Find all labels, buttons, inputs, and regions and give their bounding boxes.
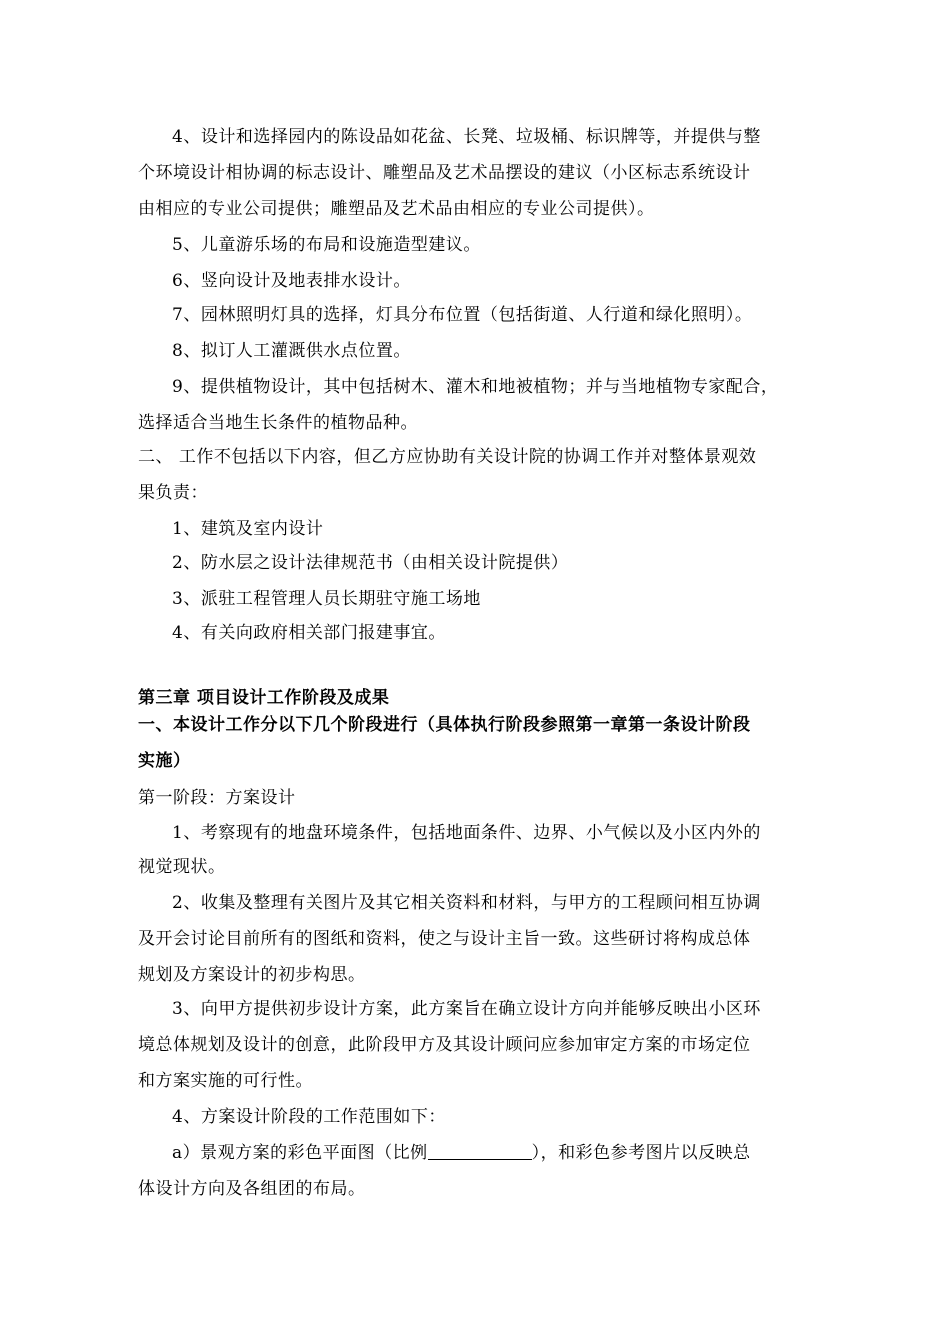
phase-1-item-3-line3: 和方案实施的可行性。 xyxy=(138,1071,313,1091)
scope-item-7: 7、园林照明灯具的选择，灯具分布位置（包括街道、人行道和绿化照明）。 xyxy=(172,305,753,325)
exclusion-item-2: 2、防水层之设计法律规范书（由相关设计院提供） xyxy=(172,553,569,573)
scope-item-4-line3: 由相应的专业公司提供；雕塑品及艺术品由相应的专业公司提供）。 xyxy=(138,199,655,219)
scope-item-a-text-after: ），和彩色参考图片以反映总 xyxy=(531,1143,751,1163)
phase-1-item-1-line1: 1、考察现有的地盘环境条件，包括地面条件、边界、小气候以及小区内外的 xyxy=(172,823,761,843)
phase-1-item-2-line2: 及开会讨论目前所有的图纸和资料，使之与设计主旨一致。这些研讨将构成总体 xyxy=(138,929,751,949)
phase-1-item-2-line3: 规划及方案设计的初步构思。 xyxy=(138,965,366,985)
scope-item-8: 8、拟订人工灌溉供水点位置。 xyxy=(172,341,411,361)
chapter-3-title: 第三章 项目设计工作阶段及成果 xyxy=(138,688,390,708)
phase-1-item-3-line2: 境总体规划及设计的创意，此阶段甲方及其设计顾问应参加审定方案的市场定位 xyxy=(138,1035,751,1055)
scope-item-5: 5、儿童游乐场的布局和设施造型建议。 xyxy=(172,235,481,255)
scale-blank xyxy=(428,1141,532,1160)
phase-1-item-1-line2: 视觉现状。 xyxy=(138,857,226,877)
chapter-3-subheading-line2: 实施） xyxy=(138,751,191,771)
phase-1-title: 第一阶段：方案设计 xyxy=(138,788,296,808)
section-2-heading-line2: 果负责： xyxy=(138,483,208,503)
scope-item-a-line1 xyxy=(172,1138,751,1168)
scope-item-4-line1: 4、设计和选择园内的陈设品如花盆、长凳、垃圾桶、标识牌等，并提供与整 xyxy=(172,127,761,147)
phase-1-item-2-line1: 2、收集及整理有关图片及其它相关资料和材料，与甲方的工程顾问相互协调 xyxy=(172,893,761,913)
scope-item-9-line1: 9、提供植物设计，其中包括树木、灌木和地被植物；并与当地植物专家配合， xyxy=(172,377,779,397)
scope-item-a-text-before: a）景观方案的彩色平面图（比例 xyxy=(172,1143,428,1163)
exclusion-item-4: 4、有关向政府相关部门报建事宜。 xyxy=(172,623,446,643)
phase-1-item-3-line1: 3、向甲方提供初步设计方案，此方案旨在确立设计方向并能够反映出小区环 xyxy=(172,999,761,1019)
scope-item-6: 6、竖向设计及地表排水设计。 xyxy=(172,271,411,291)
phase-1-item-4: 4、方案设计阶段的工作范围如下： xyxy=(172,1107,446,1127)
exclusion-item-1: 1、建筑及室内设计 xyxy=(172,519,324,539)
chapter-3-subheading-line1: 一、本设计工作分以下几个阶段进行（具体执行阶段参照第一章第一条设计阶段 xyxy=(138,715,751,735)
exclusion-item-3: 3、派驻工程管理人员长期驻守施工场地 xyxy=(172,589,481,609)
section-2-heading-line1: 二、 工作不包括以下内容，但乙方应协助有关设计院的协调工作并对整体景观效 xyxy=(138,447,757,467)
scope-item-4-line2: 个环境设计相协调的标志设计、雕塑品及艺术品摆设的建议（小区标志系统设计 xyxy=(138,163,751,183)
scope-item-a-line2: 体设计方向及各组团的布局。 xyxy=(138,1179,366,1199)
scope-item-9-line2: 选择适合当地生长条件的植物品种。 xyxy=(138,413,418,433)
